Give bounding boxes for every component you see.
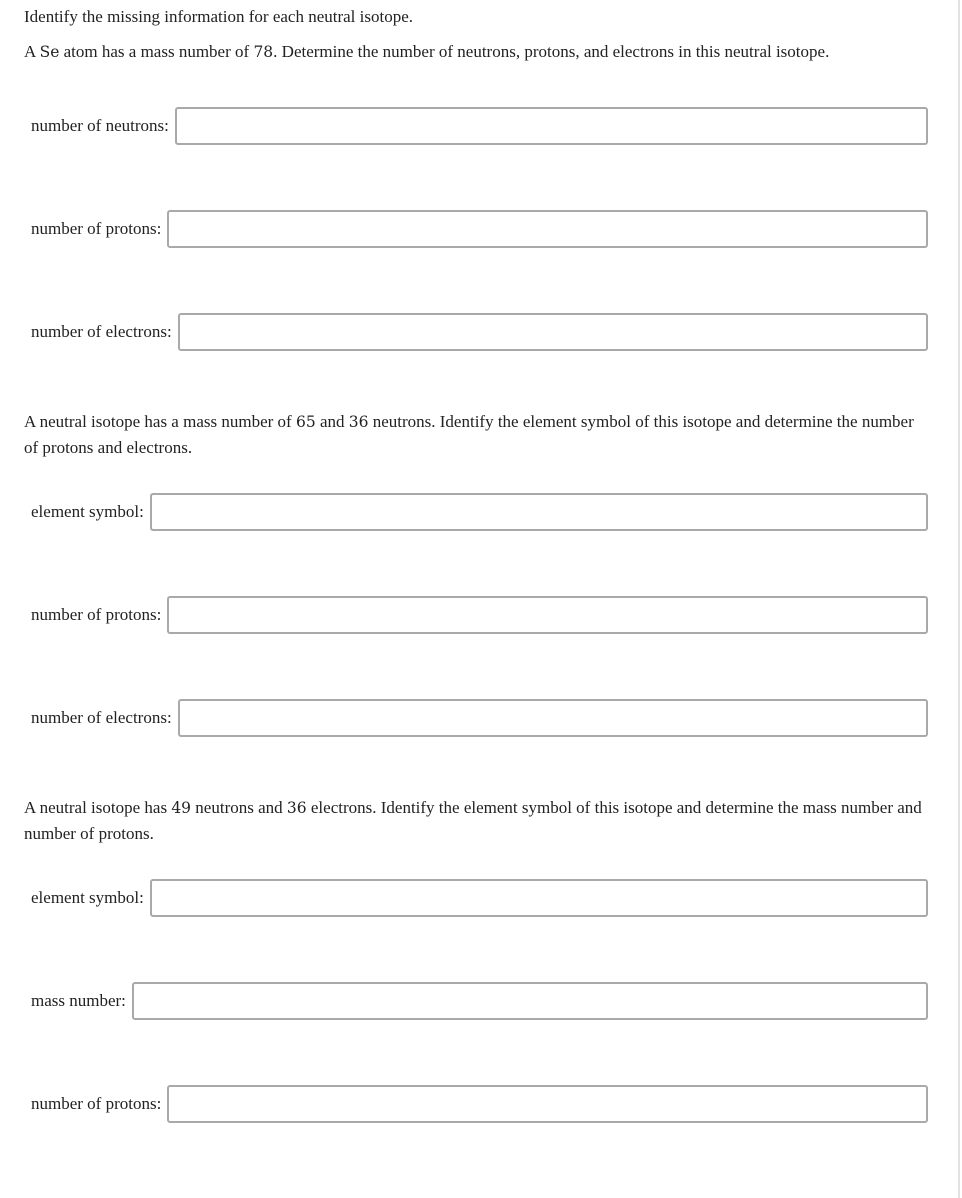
- prompt-text: atom has a mass number of: [59, 42, 254, 61]
- mass-number-value: 65: [295, 413, 316, 431]
- q2-protons-row: [31, 595, 928, 635]
- q1-protons-row: [31, 209, 928, 249]
- q2-symbol-input[interactable]: [150, 493, 928, 531]
- mass-number-value: 78: [253, 43, 274, 61]
- q3-protons-input[interactable]: [167, 1085, 928, 1123]
- question-3-prompt: [24, 795, 924, 847]
- prompt-text: electrons. Identify the element symbol of this isotope and determine the mass number and number of protons.: [24, 798, 922, 843]
- question-2-prompt: [24, 409, 924, 461]
- q3-mass-number-row: [31, 981, 928, 1021]
- q1-electrons-row: [31, 312, 928, 352]
- q2-protons-input[interactable]: [167, 596, 928, 634]
- q1-electrons-label: number of electrons:: [31, 322, 172, 341]
- q2-protons-label: number of protons:: [31, 605, 162, 624]
- electron-count-value: 36: [286, 799, 307, 817]
- prompt-text: A: [24, 42, 40, 61]
- q2-electrons-row: [31, 698, 928, 738]
- element-symbol-text: Se: [39, 43, 60, 61]
- q1-protons-label: number of protons:: [31, 219, 162, 238]
- prompt-text: . Determine the number of neutrons, protons, and electrons in this neutral isotope.: [273, 42, 830, 61]
- q1-electrons-input[interactable]: [178, 313, 928, 351]
- prompt-text: A neutral isotope has a mass number of: [24, 412, 296, 431]
- q1-protons-input[interactable]: [167, 210, 928, 248]
- neutron-count-value: 49: [171, 799, 192, 817]
- prompt-text: A neutral isotope has: [24, 798, 172, 817]
- q1-neutrons-label: number of neutrons:: [31, 116, 169, 135]
- neutron-count-value: 36: [348, 413, 369, 431]
- q2-electrons-label: number of electrons:: [31, 708, 172, 727]
- q3-symbol-label: element symbol:: [31, 888, 144, 907]
- q3-symbol-input[interactable]: [150, 879, 928, 917]
- q2-symbol-label: element symbol:: [31, 502, 144, 521]
- q1-neutrons-row: [31, 106, 928, 146]
- q2-electrons-input[interactable]: [178, 699, 928, 737]
- prompt-text: neutrons. Identify the element symbol of this isotope and determine the number of protons and electrons.: [24, 412, 914, 457]
- q3-mass-number-label: mass number:: [31, 991, 126, 1010]
- q3-protons-label: number of protons:: [31, 1094, 162, 1113]
- q3-mass-number-input[interactable]: [132, 982, 928, 1020]
- question-1-prompt: [24, 39, 924, 65]
- prompt-text: neutrons and: [191, 798, 287, 817]
- q3-protons-row: [31, 1084, 928, 1124]
- q2-symbol-row: [31, 492, 928, 532]
- q1-neutrons-input[interactable]: [175, 107, 928, 145]
- prompt-text: and: [315, 412, 349, 431]
- instruction-text: Identify the missing information for each neutral isotope.: [24, 7, 414, 26]
- q3-symbol-row: [31, 878, 928, 918]
